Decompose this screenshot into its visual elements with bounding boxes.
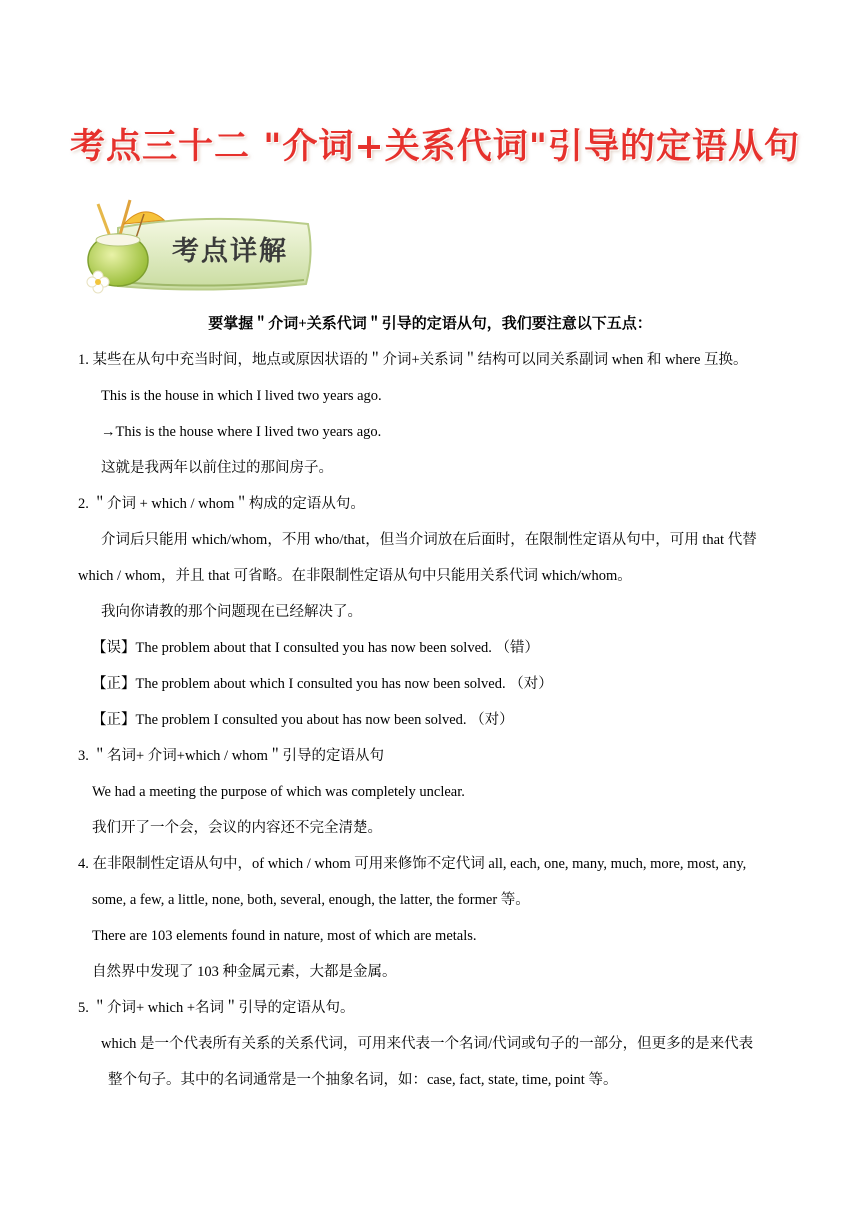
- correct-example: 【正】The problem about which I consulted you has now been solved. （对）: [92, 676, 553, 692]
- explanation-text: which / whom，并且 that 可省略。在非限制性定语从句中只能用关系代词 which/whom。: [78, 568, 632, 584]
- point-3: 3. ＂名词+ 介词+which / whom＂引导的定语从句: [78, 748, 384, 764]
- example-sentence: We had a meeting the purpose of which was completely unclear.: [92, 784, 465, 800]
- explanation-text: some, a few, a little, none, both, several, enough, the latter, the former 等。: [92, 892, 530, 908]
- example-translation: 自然界中发现了 103 种金属元素，大都是金属。: [92, 964, 397, 980]
- example-translation: 我们开了一个会，会议的内容还不完全清楚。: [92, 820, 382, 836]
- section-badge: [78, 198, 314, 298]
- wrong-example: 【误】The problem about that I consulted you has now been solved. （错）: [92, 640, 540, 656]
- badge-label: 考点详解: [172, 236, 288, 267]
- page-title: 考点三十二 "介词+关系代词"引导的定语从句: [70, 127, 800, 167]
- point-2: 2. ＂介词 + which / whom＂构成的定语从句。: [78, 496, 365, 512]
- point-5: 5. ＂介词+ which +名词＂引导的定语从句。: [78, 1000, 355, 1016]
- example-sentence: →This is the house where I lived two years ago.: [101, 424, 382, 440]
- example-translation: 这就是我两年以前住过的那间房子。: [101, 460, 333, 476]
- example-translation: 我向你请教的那个问题现在已经解决了。: [101, 604, 362, 620]
- explanation-text: 整个句子。其中的名词通常是一个抽象名词，如：case, fact, state, time, point 等。: [108, 1072, 618, 1088]
- intro-heading: 要掌握＂介词+关系代词＂引导的定语从句，我们要注意以下五点：: [208, 316, 652, 332]
- correct-example: 【正】The problem I consulted you about has now been solved. （对）: [92, 712, 514, 728]
- point-1: 1. 某些在从句中充当时间，地点或原因状语的＂介词+关系词＂结构可以同关系副词 when 和 where 互换。: [78, 352, 748, 368]
- explanation-text: 介词后只能用 which/whom，不用 who/that，但当介词放在后面时，在限制性定语从句中，可用 that 代替: [101, 532, 757, 548]
- explanation-text: which 是一个代表所有关系的关系代词，可用来代表一个名词/代词或句子的一部分，但更多的是来代表: [101, 1036, 754, 1052]
- example-sentence: There are 103 elements found in nature, most of which are metals.: [92, 928, 477, 944]
- title-banner: [70, 112, 800, 176]
- point-4: 4. 在非限制性定语从句中，of which / whom 可用来修饰不定代词 all, each, one, many, much, more, most, any,: [78, 856, 747, 872]
- example-sentence: This is the house in which I lived two years ago.: [101, 388, 382, 404]
